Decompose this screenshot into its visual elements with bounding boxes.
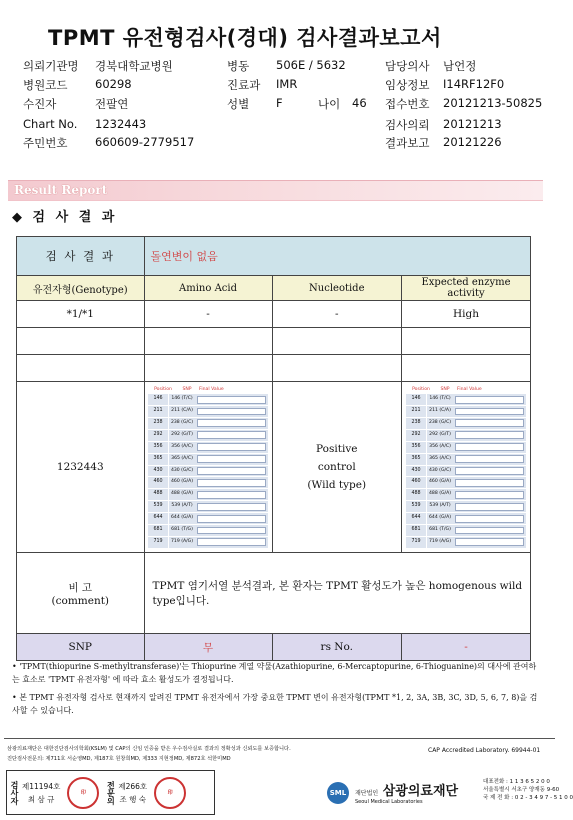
result-value: 돌연변이 없음	[144, 237, 530, 276]
clinical-label: 임상정보	[385, 78, 430, 92]
notes	[12, 660, 542, 722]
gel-final-value-field	[197, 538, 266, 546]
gel-snp: 146 (T/C)	[168, 394, 195, 405]
sample-snp-panel	[148, 385, 268, 549]
gel-position: 356	[411, 443, 421, 449]
control-gel-cell	[402, 382, 531, 553]
gel-snp: 681 (T/G)	[426, 525, 453, 536]
gel-snp: 292 (G/T)	[426, 430, 453, 441]
dept-value: IMR	[276, 77, 298, 91]
gel-final-value-field	[197, 419, 266, 427]
note-2: • 본 TPMT 유전자형 검사로 현재까지 알려진 TPMT 유전자에서 가장 중요한 TPMT 변이 유전자형(TPMT *1, 2, 3A, 3B, 3C, 3D, 5, 6, 7, 8)을 검사할 수 있습니다.	[12, 693, 538, 715]
logo-prefix: 재단법인	[355, 790, 379, 797]
control-cell	[272, 382, 402, 553]
gel-header-final: Final Value	[457, 387, 482, 393]
gel-snp: 365 (A/C)	[168, 454, 195, 465]
gel-final-value-field	[455, 408, 524, 416]
chart-value: 1232443	[95, 117, 147, 131]
result-report-banner	[8, 180, 543, 201]
empty-cell	[17, 328, 145, 355]
gel-row	[406, 537, 526, 549]
gel-final-value-field	[197, 479, 266, 487]
col-genotype: 유전자형(Genotype)	[17, 276, 145, 301]
gel-header-position: Position	[412, 387, 430, 393]
ward-label: 병동	[227, 59, 250, 73]
cell-genotype: *1/*1	[17, 301, 145, 328]
gel-row	[148, 418, 268, 430]
gel-final-value-field	[197, 527, 266, 535]
gel-position: 292	[411, 431, 421, 437]
gel-row	[148, 513, 268, 525]
tester-license: 제11194호	[22, 781, 61, 791]
gel-position: 238	[411, 419, 421, 425]
cell-enzyme-activity: High	[402, 301, 531, 328]
gel-snp: 488 (G/A)	[168, 489, 195, 500]
gel-row	[148, 477, 268, 489]
gel-position: 644	[411, 515, 421, 521]
gel-position: 356	[153, 443, 163, 449]
gel-row	[406, 406, 526, 418]
gel-position: 211	[153, 408, 163, 414]
empty-cell	[272, 355, 402, 382]
gel-row	[406, 418, 526, 430]
requested-value: 20121213	[443, 117, 502, 131]
gel-row	[148, 489, 268, 501]
dept-label: 진료과	[227, 78, 261, 92]
gel-position: 488	[411, 491, 421, 497]
gel-position: 539	[411, 503, 421, 509]
gel-header-snp: SNP	[182, 387, 192, 393]
gel-final-value-field	[197, 443, 266, 451]
rsno-label: rs No.	[272, 634, 402, 661]
gel-row	[148, 525, 268, 537]
age-value: 46	[352, 96, 367, 110]
id-label: 주민번호	[23, 136, 68, 150]
gel-final-value-field	[455, 479, 524, 487]
section-title: ◆ 검 사 결 과	[12, 210, 118, 225]
gel-final-value-field	[197, 396, 266, 404]
gel-snp: 238 (G/C)	[168, 418, 195, 429]
gel-row	[148, 466, 268, 478]
result-table	[16, 236, 531, 661]
gel-row	[148, 454, 268, 466]
comment-text: TPMT 염기서열 분석결과, 본 환자는 TPMT 활성도가 높은 homogenous wild type입니다.	[144, 553, 530, 634]
gel-position: 681	[411, 527, 421, 532]
receipt-value: 20121213-50825	[443, 96, 543, 110]
gel-snp: 211 (C/A)	[426, 406, 453, 417]
gel-row	[148, 501, 268, 513]
gel-snp: 460 (G/A)	[426, 477, 453, 488]
logo-name: 삼광의료재단	[382, 784, 459, 799]
contact-address: 서울특별시 서초구 양재동 9-60	[483, 787, 560, 793]
comment-label: 비 고	[68, 581, 93, 594]
patient-label: 수진자	[23, 97, 57, 111]
specialist-name: 조 행 숙	[119, 794, 147, 804]
gel-final-value-field	[197, 431, 266, 439]
hospital-code-label: 병원코드	[23, 78, 68, 92]
gel-header-final: Final Value	[199, 387, 224, 393]
patient-value: 전팔연	[95, 97, 129, 111]
comment-label-en: (comment)	[51, 594, 110, 607]
specialist-license: 제266호	[118, 781, 148, 791]
gel-snp: 644 (G/A)	[168, 513, 195, 524]
gel-final-value-field	[197, 455, 266, 463]
gel-position: 238	[153, 419, 163, 425]
gel-final-value-field	[455, 491, 524, 499]
gel-header-snp: SNP	[440, 387, 450, 393]
gel-final-value-field	[455, 538, 524, 546]
gel-snp: 539 (A/T)	[426, 501, 453, 512]
gel-position: 146	[153, 396, 163, 402]
gel-position: 460	[411, 479, 421, 485]
tester-label: 검사자	[10, 780, 19, 805]
col-nucleotide: Nucleotide	[272, 276, 402, 301]
id-value: 660609-2779517	[95, 135, 195, 149]
gel-position: 488	[153, 491, 163, 497]
receipt-label: 접수번호	[385, 97, 430, 111]
gel-snp: 719 (A/G)	[426, 537, 453, 548]
empty-cell	[402, 355, 531, 382]
cell-nucleotide: -	[272, 301, 402, 328]
gel-position: 430	[411, 467, 421, 473]
control-line-1: Positive	[316, 443, 358, 455]
gel-snp: 356 (A/C)	[426, 442, 453, 453]
hospital-code-value: 60298	[95, 77, 132, 91]
gel-final-value-field	[455, 455, 524, 463]
gel-row	[406, 454, 526, 466]
chart-label: Chart No.	[23, 117, 78, 131]
doctor-label: 담당의사	[385, 59, 430, 73]
empty-cell	[144, 355, 272, 382]
gel-row	[148, 537, 268, 549]
gel-row	[406, 394, 526, 406]
gel-row	[148, 406, 268, 418]
gel-row	[148, 430, 268, 442]
institution-label: 의뢰기관명	[23, 59, 79, 73]
sample-gel-cell	[144, 382, 272, 553]
ward-value: 506E / 5632	[276, 58, 346, 72]
sml-logo-icon: SML	[327, 782, 349, 804]
tester-name: 최 삼 규	[27, 794, 55, 804]
gel-snp: 292 (G/T)	[168, 430, 195, 441]
gel-final-value-field	[455, 396, 524, 404]
empty-cell	[402, 328, 531, 355]
empty-cell	[144, 328, 272, 355]
sex-label: 성별	[227, 97, 250, 111]
gel-snp: 365 (A/C)	[426, 454, 453, 465]
gel-final-value-field	[455, 419, 524, 427]
comment-label-cell	[17, 553, 145, 634]
gel-position: 365	[153, 455, 163, 461]
requested-label: 검사의뢰	[385, 118, 430, 132]
gel-position: 365	[411, 455, 421, 461]
gel-header-position: Position	[154, 387, 172, 393]
gel-position: 719	[153, 538, 163, 544]
gel-final-value-field	[197, 408, 266, 416]
tester-seal-icon: 印	[67, 777, 99, 809]
institution-value: 경북대학교병원	[95, 59, 173, 73]
control-line-2: control	[317, 461, 356, 473]
gel-rows	[148, 394, 268, 549]
gel-snp: 356 (A/C)	[168, 442, 195, 453]
gel-row	[148, 394, 268, 406]
gel-row	[406, 501, 526, 513]
gel-final-value-field	[455, 503, 524, 511]
cap-accreditation: CAP Accredited Laboratory. 69944-01	[428, 747, 541, 754]
sex-value: F	[276, 96, 283, 110]
gel-final-value-field	[455, 527, 524, 535]
gel-position: 146	[411, 396, 421, 402]
reported-label: 결과보고	[385, 136, 430, 150]
gel-header	[148, 385, 268, 394]
gel-snp: 539 (A/T)	[168, 501, 195, 512]
gel-final-value-field	[197, 491, 266, 499]
control-line-3: (Wild type)	[307, 479, 367, 491]
cell-amino-acid: -	[144, 301, 272, 328]
gel-header	[406, 385, 526, 394]
snp-label: SNP	[17, 634, 145, 661]
gel-position: 681	[153, 527, 163, 532]
gel-snp: 146 (T/C)	[426, 394, 453, 405]
gel-snp: 430 (G/C)	[168, 466, 195, 477]
footer-divider	[4, 738, 555, 739]
gel-row	[406, 513, 526, 525]
note-1: • 'TPMT(thiopurine S-methyltransferase)'는 Thiopurine 계열 약물(Azathiopurine, 6-Mercaptopurine, 6-Thioguanine)의 대사에 관여하는 효소로 'TPMT 유전자형' 에 따라 효소 활성도가 결정됩니다.	[12, 662, 537, 684]
gel-rows	[406, 394, 526, 549]
gel-snp: 644 (G/A)	[426, 513, 453, 524]
specialist-seal-icon: 印	[154, 777, 186, 809]
control-snp-panel	[406, 385, 526, 549]
gel-row	[406, 442, 526, 454]
gel-position: 292	[153, 431, 163, 437]
gel-row	[406, 489, 526, 501]
gel-snp: 460 (G/A)	[168, 477, 195, 488]
snp-value: 무	[144, 634, 272, 661]
result-label: 검 사 결 과	[17, 237, 145, 276]
rsno-value: -	[402, 634, 531, 661]
contact-intl: 국 제 전 화 : 0 2 - 3 4 9 7 - 5 1 0 0	[483, 795, 573, 801]
gel-position: 460	[153, 479, 163, 485]
doctor-value: 남언정	[443, 59, 477, 73]
gel-position: 211	[411, 408, 421, 414]
report-title: TPMT 유전형검사(경대) 검사결과보고서	[48, 26, 442, 50]
col-enzyme-activity: Expected enzyme activity	[402, 276, 531, 301]
foundation-logo	[327, 780, 458, 805]
gel-final-value-field	[455, 443, 524, 451]
empty-cell	[17, 355, 145, 382]
signature-box	[6, 770, 215, 815]
gel-row	[148, 442, 268, 454]
gel-snp: 488 (G/A)	[426, 489, 453, 500]
gel-position: 430	[153, 467, 163, 473]
gel-snp: 430 (G/C)	[426, 466, 453, 477]
clinical-value: I14RF12F0	[443, 77, 505, 91]
gel-final-value-field	[455, 431, 524, 439]
logo-english: Seoul Medical Laboratories	[355, 799, 423, 805]
empty-cell	[272, 328, 402, 355]
contact-info	[483, 778, 573, 802]
gel-final-value-field	[455, 467, 524, 475]
col-amino-acid: Amino Acid	[144, 276, 272, 301]
gel-snp: 238 (G/C)	[426, 418, 453, 429]
gel-snp: 681 (T/G)	[168, 525, 195, 536]
footer-physicians: 진단검사전문의: 제711호 서순영MD, 제187호 원창희MD, 제333 지현정MD, 제872호 석한미MD	[7, 756, 231, 762]
gel-row	[406, 466, 526, 478]
gel-position: 539	[153, 503, 163, 509]
gel-final-value-field	[197, 515, 266, 523]
gel-position: 644	[153, 515, 163, 521]
sample-id: 1232443	[17, 382, 145, 553]
gel-row	[406, 525, 526, 537]
gel-final-value-field	[197, 503, 266, 511]
gel-position: 719	[411, 538, 421, 544]
gel-row	[406, 477, 526, 489]
gel-final-value-field	[455, 515, 524, 523]
footer-accreditation: 삼광의료재단은 대한진단검사의학회(KSLM) 및 CAP의 신임 인증을 받은 우수검사실로 결과의 정확성과 신뢰도를 보증합니다.	[7, 746, 291, 752]
control-label	[273, 440, 402, 494]
contact-phone: 대표전화 : 1 1 3 6 5 2 0 0	[483, 779, 550, 785]
age-label: 나이	[318, 97, 341, 111]
reported-value: 20121226	[443, 135, 502, 149]
specialist-label: 전문의	[106, 780, 116, 805]
banner-label: Result Report	[14, 183, 108, 197]
gel-row	[406, 430, 526, 442]
gel-snp: 719 (A/G)	[168, 537, 195, 548]
gel-final-value-field	[197, 467, 266, 475]
gel-snp: 211 (C/A)	[168, 406, 195, 417]
